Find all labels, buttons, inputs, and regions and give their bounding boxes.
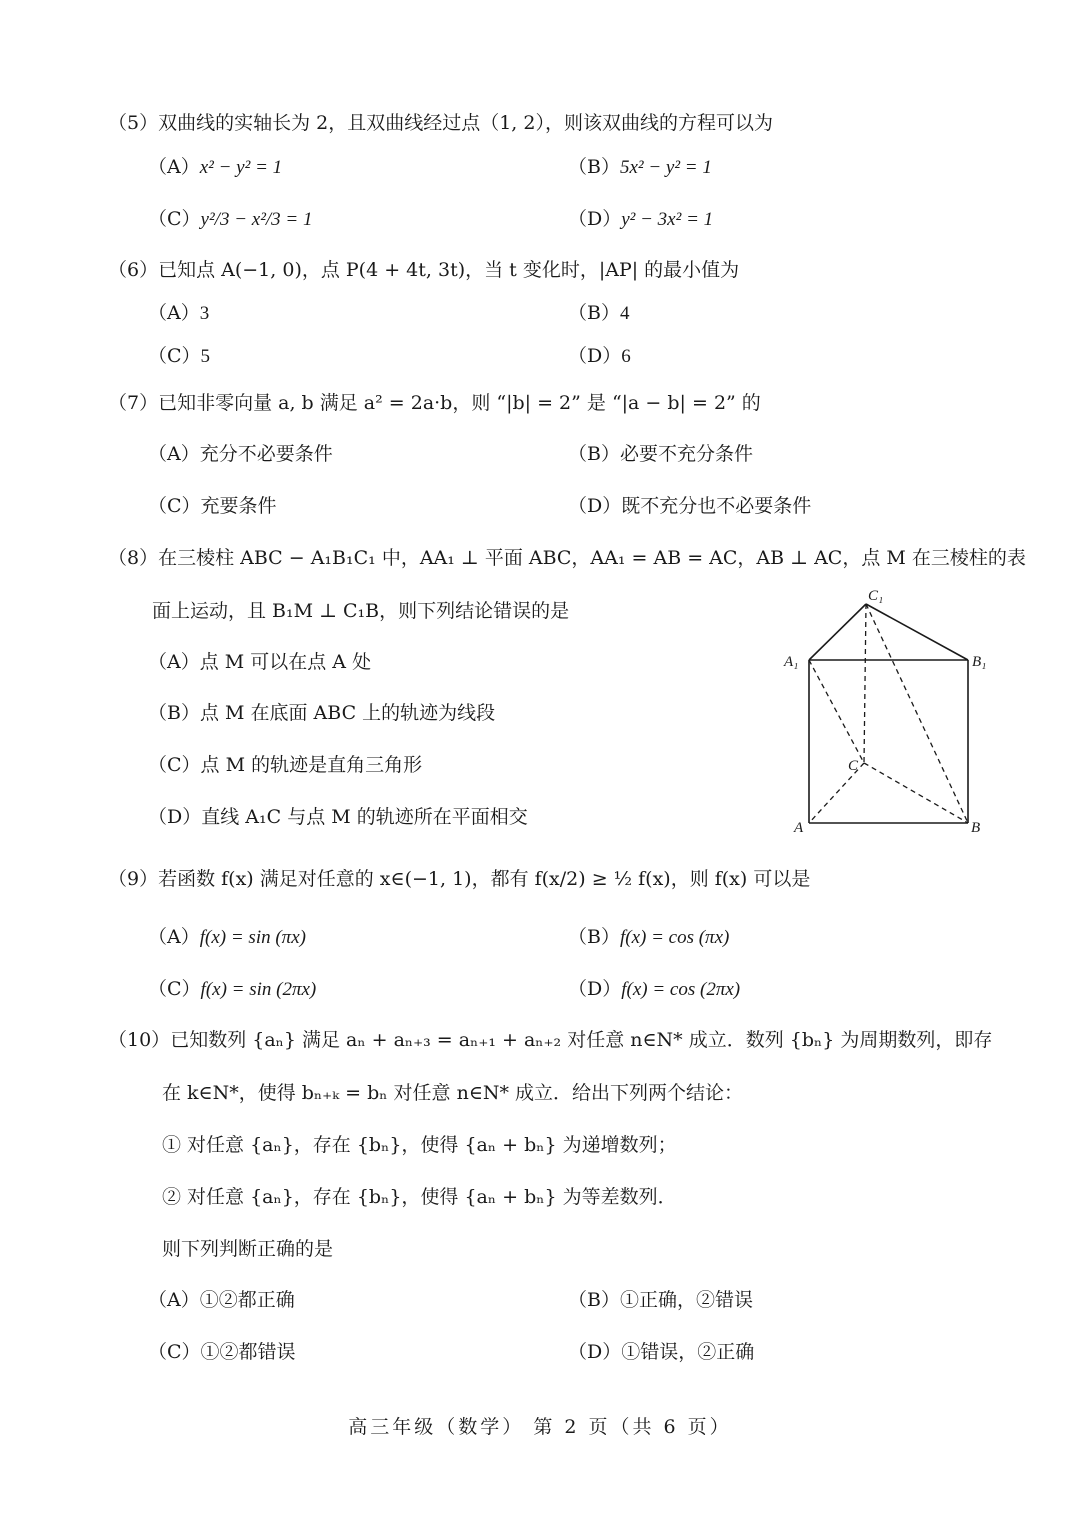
- q10-stem-line2: 在 k∈N*，使得 bₙ₊ₖ = bₙ 对任意 n∈N* 成立．给出下列两个结论：: [162, 1082, 744, 1104]
- q7-option-a: （A）充分不必要条件: [148, 443, 333, 465]
- q8-option-b: （B）点 M 在底面 ABC 上的轨迹为线段: [148, 702, 496, 724]
- q8-option-a: （A）点 M 可以在点 A 处: [148, 651, 372, 673]
- q5-option-d: （D）y² − 3x² = 1: [568, 208, 714, 230]
- q7-option-c: （C）充要条件: [148, 495, 277, 517]
- q9-option-c: （C）f(x) = sin (2πx): [148, 978, 317, 1000]
- q10-statement-1: ① 对任意 {aₙ}，存在 {bₙ}，使得 {aₙ + bₙ} 为递增数列；: [162, 1134, 677, 1156]
- edge-c1-b1: [866, 604, 968, 660]
- q10-question: 则下列判断正确的是: [162, 1238, 334, 1260]
- q10-statement-2: ② 对任意 {aₙ}，存在 {bₙ}，使得 {aₙ + bₙ} 为等差数列．: [162, 1186, 677, 1208]
- segment-c1-b-hidden: [866, 604, 968, 823]
- q6-option-a: （A）3: [148, 302, 210, 324]
- q10-option-c: （C）①②都错误: [148, 1341, 296, 1363]
- page-footer: 高三年级（数学） 第 2 页（共 6 页）: [348, 1416, 732, 1438]
- q5-stem: （5）双曲线的实轴长为 2，且双曲线经过点（1, 2），则该双曲线的方程可以为: [108, 112, 773, 134]
- edge-c1-c-hidden: [864, 604, 866, 763]
- label-b1: B₁: [972, 654, 987, 670]
- q8-stem-line2: 面上运动，且 B₁M ⊥ C₁B，则下列结论错误的是: [152, 600, 570, 622]
- q6-option-b: （B）4: [568, 302, 630, 324]
- q10-stem-line1: （10）已知数列 {aₙ} 满足 aₙ + aₙ₊₃ = aₙ₊₁ + aₙ₊₂ 对任意 n∈N* 成立．数列 {bₙ} 为周期数列，即存: [108, 1029, 993, 1051]
- label-a: A: [794, 820, 804, 836]
- q10-option-a: （A）①②都正确: [148, 1289, 295, 1311]
- q9-stem: （9）若函数 f(x) 满足对任意的 x∈(−1, 1)，都有 f(x/2) ≥ ½ f(x)，则 f(x) 可以是: [108, 868, 811, 890]
- edge-c1-a1: [809, 604, 866, 660]
- q7-option-b: （B）必要不充分条件: [568, 443, 753, 465]
- label-b: B: [971, 820, 981, 836]
- q10-option-b: （B）①正确，②错误: [568, 1289, 753, 1311]
- q5-option-a: （A）x² − y² = 1: [148, 156, 283, 178]
- q6-option-d: （D）6: [568, 345, 631, 367]
- q8-option-d: （D）直线 A₁C 与点 M 的轨迹所在平面相交: [148, 806, 528, 828]
- q10-option-d: （D）①错误，②正确: [568, 1341, 755, 1363]
- q9-option-d: （D）f(x) = cos (2πx): [568, 978, 741, 1000]
- edge-c-b-hidden: [864, 763, 968, 823]
- label-a1: A₁: [784, 654, 799, 670]
- q9-option-a: （A）f(x) = sin (πx): [148, 926, 306, 948]
- label-c: C: [848, 758, 859, 774]
- q8-stem-line1: （8）在三棱柱 ABC − A₁B₁C₁ 中，AA₁ ⊥ 平面 ABC，AA₁ = AB = AC，AB ⊥ AC，点 M 在三棱柱的表: [108, 547, 1026, 569]
- q5-stem-text: 双曲线的实轴长为 2，且双曲线经过点（1, 2），则该双曲线的方程可以为: [158, 112, 773, 134]
- label-c1: C₁: [868, 588, 884, 604]
- q9-option-b: （B）f(x) = cos (πx): [568, 926, 730, 948]
- prism-figure: [780, 580, 1000, 840]
- q5-option-c: （C）y²/3 − x²/3 = 1: [148, 208, 313, 230]
- q6-option-c: （C）5: [148, 345, 211, 367]
- q8-option-c: （C）点 M 的轨迹是直角三角形: [148, 754, 423, 776]
- q5-option-b: （B）5x² − y² = 1: [568, 156, 712, 178]
- segment-a1-c-hidden: [809, 660, 864, 763]
- q7-option-d: （D）既不充分也不必要条件: [568, 495, 812, 517]
- q7-stem: （7）已知非零向量 a, b 满足 a² = 2a·b，则 “|b| = 2” 是 “|a − b| = 2” 的: [108, 392, 761, 414]
- q6-stem: （6）已知点 A(−1, 0)，点 P(4 + 4t, 3t)，当 t 变化时，|AP| 的最小值为: [108, 259, 740, 281]
